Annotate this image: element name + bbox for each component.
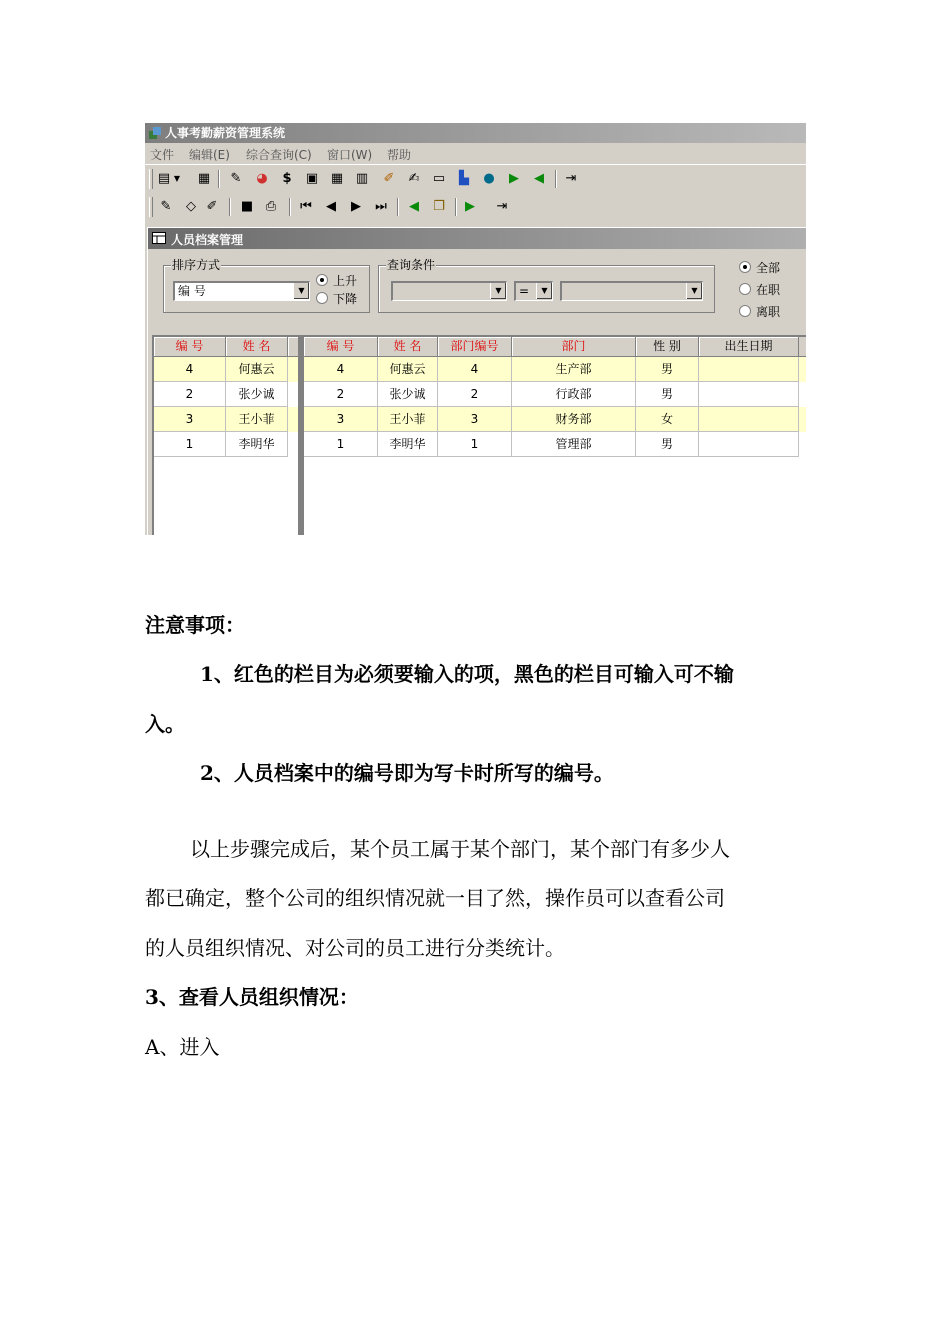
radio-unchecked-icon — [316, 292, 328, 304]
left-col-id[interactable]: 编 号 — [154, 337, 226, 356]
status-active-label: 在职 — [756, 283, 781, 297]
personnel-window-title: 人员档案管理 — [171, 233, 244, 247]
note-edit-icon[interactable]: ✍ — [408, 171, 420, 186]
table-row[interactable] — [154, 432, 298, 457]
window-icon[interactable]: ▭ — [432, 171, 446, 186]
query-legend: 查询条件 — [387, 258, 436, 272]
cell-id[interactable]: 2 — [154, 382, 226, 407]
cell-gender[interactable]: 男 — [636, 382, 699, 407]
cell-gender[interactable]: 女 — [636, 407, 699, 432]
menu-window[interactable]: 窗口(W) — [327, 148, 373, 162]
chevron-down-icon[interactable]: ▼ — [686, 283, 702, 299]
table-row[interactable] — [304, 432, 806, 457]
cell-dept[interactable]: 管理部 — [512, 432, 636, 457]
sort-asc-radio[interactable] — [316, 274, 357, 288]
right-col-name[interactable]: 姓 名 — [378, 337, 438, 356]
query-operator-select[interactable] — [514, 281, 553, 301]
sort-field-select[interactable] — [173, 281, 310, 301]
personnel-window-titlebar — [148, 228, 806, 249]
menu-file[interactable]: 文件 — [150, 148, 175, 162]
grid-icon[interactable]: ▦ — [330, 171, 344, 186]
radio-unchecked-icon — [739, 305, 751, 317]
cell-name[interactable]: 张少诚 — [226, 382, 288, 407]
right-col-birthdate[interactable]: 出生日期 — [699, 337, 799, 356]
exit-icon[interactable]: ⇥ — [565, 171, 577, 186]
note-1-line-2: 入。 — [145, 712, 185, 736]
table-row[interactable] — [304, 357, 806, 382]
sort-legend: 排序方式 — [172, 258, 221, 272]
cell-name[interactable]: 王小菲 — [378, 407, 438, 432]
radio-checked-icon — [316, 274, 328, 286]
cell-birthdate[interactable] — [699, 382, 799, 407]
list-view-icon[interactable]: ▤ — [157, 171, 171, 186]
cell-id[interactable]: 2 — [304, 382, 378, 407]
cell-birthdate[interactable] — [699, 407, 799, 432]
cell-dept-id[interactable]: 2 — [438, 382, 512, 407]
report-icon[interactable]: ▥ — [355, 171, 369, 186]
sort-desc-radio[interactable] — [316, 292, 357, 306]
chevron-down-icon[interactable]: ▼ — [293, 283, 309, 299]
cell-dept[interactable]: 生产部 — [512, 357, 636, 382]
status-all-label: 全部 — [756, 261, 781, 275]
cell-id[interactable]: 4 — [154, 357, 226, 382]
undo-edit-icon[interactable]: ✐ — [206, 199, 218, 214]
radio-unchecked-icon — [739, 283, 751, 295]
right-grid — [302, 335, 806, 535]
database-icon[interactable]: ● — [483, 171, 495, 186]
right-col-dept-id[interactable]: 部门编号 — [438, 337, 512, 356]
notes-title: 注意事项： — [145, 613, 245, 637]
prev-record-icon[interactable]: ◀ — [326, 199, 336, 214]
cell-birthdate[interactable] — [699, 357, 799, 382]
query-operator-value: = — [519, 284, 530, 298]
right-col-gender[interactable]: 性 别 — [636, 337, 699, 356]
left-grid — [152, 335, 300, 535]
dropdown-arrow-icon[interactable]: ▼ — [173, 174, 181, 183]
cell-gender[interactable]: 男 — [636, 357, 699, 382]
app-title: 人事考勤薪资管理系统 — [165, 126, 286, 140]
cell-dept-id[interactable]: 1 — [438, 432, 512, 457]
cell-dept[interactable]: 行政部 — [512, 382, 636, 407]
menubar — [145, 143, 806, 165]
book-icon[interactable]: ✎ — [230, 171, 242, 186]
sort-field-value: 编 号 — [178, 284, 206, 298]
cell-id[interactable]: 3 — [304, 407, 378, 432]
cell-dept[interactable]: 财务部 — [512, 407, 636, 432]
status-left-radio[interactable] — [739, 305, 780, 319]
cell-id[interactable]: 1 — [304, 432, 378, 457]
table-row[interactable] — [304, 382, 806, 407]
sort-desc-label: 下降 — [333, 292, 358, 306]
cell-id[interactable]: 1 — [154, 432, 226, 457]
step-a: A、进入 — [145, 1035, 220, 1059]
last-record-icon[interactable]: ⏭ — [375, 199, 387, 214]
note-2: 2、人员档案中的编号即为写卡时所写的编号。 — [200, 761, 614, 785]
cell-dept-id[interactable]: 4 — [438, 357, 512, 382]
note-1-line-1: 1、红色的栏目为必须要输入的项，黑色的栏目可输入可不输 — [200, 662, 734, 686]
print-icon[interactable]: ⎙ — [265, 199, 277, 214]
cell-name[interactable]: 何惠云 — [226, 357, 288, 382]
import-icon[interactable]: ▶ — [509, 171, 519, 186]
cell-gender[interactable]: 男 — [636, 432, 699, 457]
main-toolbar — [145, 166, 806, 192]
table-row[interactable] — [154, 357, 298, 382]
salary-icon[interactable]: $ — [282, 171, 292, 186]
cell-id[interactable]: 4 — [304, 357, 378, 382]
edit-record-icon[interactable]: ✎ — [160, 199, 172, 214]
chevron-down-icon[interactable]: ▼ — [536, 283, 552, 299]
sort-asc-label: 上升 — [333, 274, 358, 288]
table-icon[interactable]: ▦ — [197, 171, 211, 186]
paragraph-line-2: 都已确定，整个公司的组织情况就一目了然，操作员可以查看公司 — [145, 886, 725, 910]
app-titlebar — [145, 123, 806, 143]
radio-checked-icon — [739, 261, 751, 273]
next-record-icon[interactable]: ▶ — [351, 199, 361, 214]
chevron-down-icon[interactable]: ▼ — [490, 283, 506, 299]
import-record-icon[interactable]: ◀ — [409, 199, 419, 214]
right-grid-header — [304, 337, 806, 357]
edit-pen-icon[interactable]: ✐ — [383, 171, 395, 186]
menu-help[interactable]: 帮助 — [387, 148, 412, 162]
export-icon[interactable]: ◀ — [534, 171, 544, 186]
record-toolbar — [145, 194, 806, 220]
cell-name[interactable]: 王小菲 — [226, 407, 288, 432]
status-left-label: 离职 — [756, 305, 781, 319]
section-3-heading: 3、查看人员组织情况： — [145, 985, 359, 1009]
cell-id[interactable]: 3 — [154, 407, 226, 432]
table-row[interactable] — [154, 407, 298, 432]
menu-edit[interactable]: 编辑(E) — [189, 148, 230, 162]
status-all-radio[interactable] — [739, 261, 780, 275]
cell-name[interactable]: 何惠云 — [378, 357, 438, 382]
table-row[interactable] — [304, 407, 806, 432]
menu-query[interactable]: 综合查询(C) — [246, 148, 312, 162]
save-icon[interactable]: ■ — [240, 199, 254, 214]
left-col-name[interactable]: 姓 名 — [226, 337, 288, 356]
query-value-select[interactable] — [560, 281, 703, 301]
app-screenshot — [145, 123, 806, 535]
close-window-icon[interactable]: ⇥ — [496, 199, 508, 214]
personnel-window — [147, 227, 806, 535]
chart-icon[interactable]: ▙ — [459, 171, 469, 186]
left-grid-header — [154, 337, 298, 357]
table-row[interactable] — [154, 382, 298, 407]
cell-name[interactable]: 张少诚 — [378, 382, 438, 407]
window-table-icon — [152, 232, 166, 244]
status-active-radio[interactable] — [739, 283, 780, 297]
cell-birthdate[interactable] — [699, 432, 799, 457]
first-record-icon[interactable]: ⏮ — [300, 199, 312, 214]
cell-dept-id[interactable]: 3 — [438, 407, 512, 432]
paragraph-line-3: 的人员组织情况、对公司的员工进行分类统计。 — [145, 936, 565, 960]
query-field-select[interactable] — [391, 281, 507, 301]
app-icon — [148, 126, 162, 140]
pie-chart-icon[interactable]: ◕ — [256, 171, 268, 186]
cell-name[interactable]: 李明华 — [378, 432, 438, 457]
copy-record-icon[interactable]: ❐ — [433, 199, 445, 214]
right-col-id[interactable]: 编 号 — [304, 337, 378, 356]
eraser-icon[interactable]: ◇ — [186, 199, 196, 214]
export-record-icon[interactable]: ▶ — [465, 199, 475, 214]
cell-name[interactable]: 李明华 — [226, 432, 288, 457]
paragraph-line-1: 以上步骤完成后，某个员工属于某个部门，某个部门有多少人 — [190, 837, 730, 861]
form-icon[interactable]: ▣ — [305, 171, 319, 186]
right-col-dept[interactable]: 部门 — [512, 337, 636, 356]
